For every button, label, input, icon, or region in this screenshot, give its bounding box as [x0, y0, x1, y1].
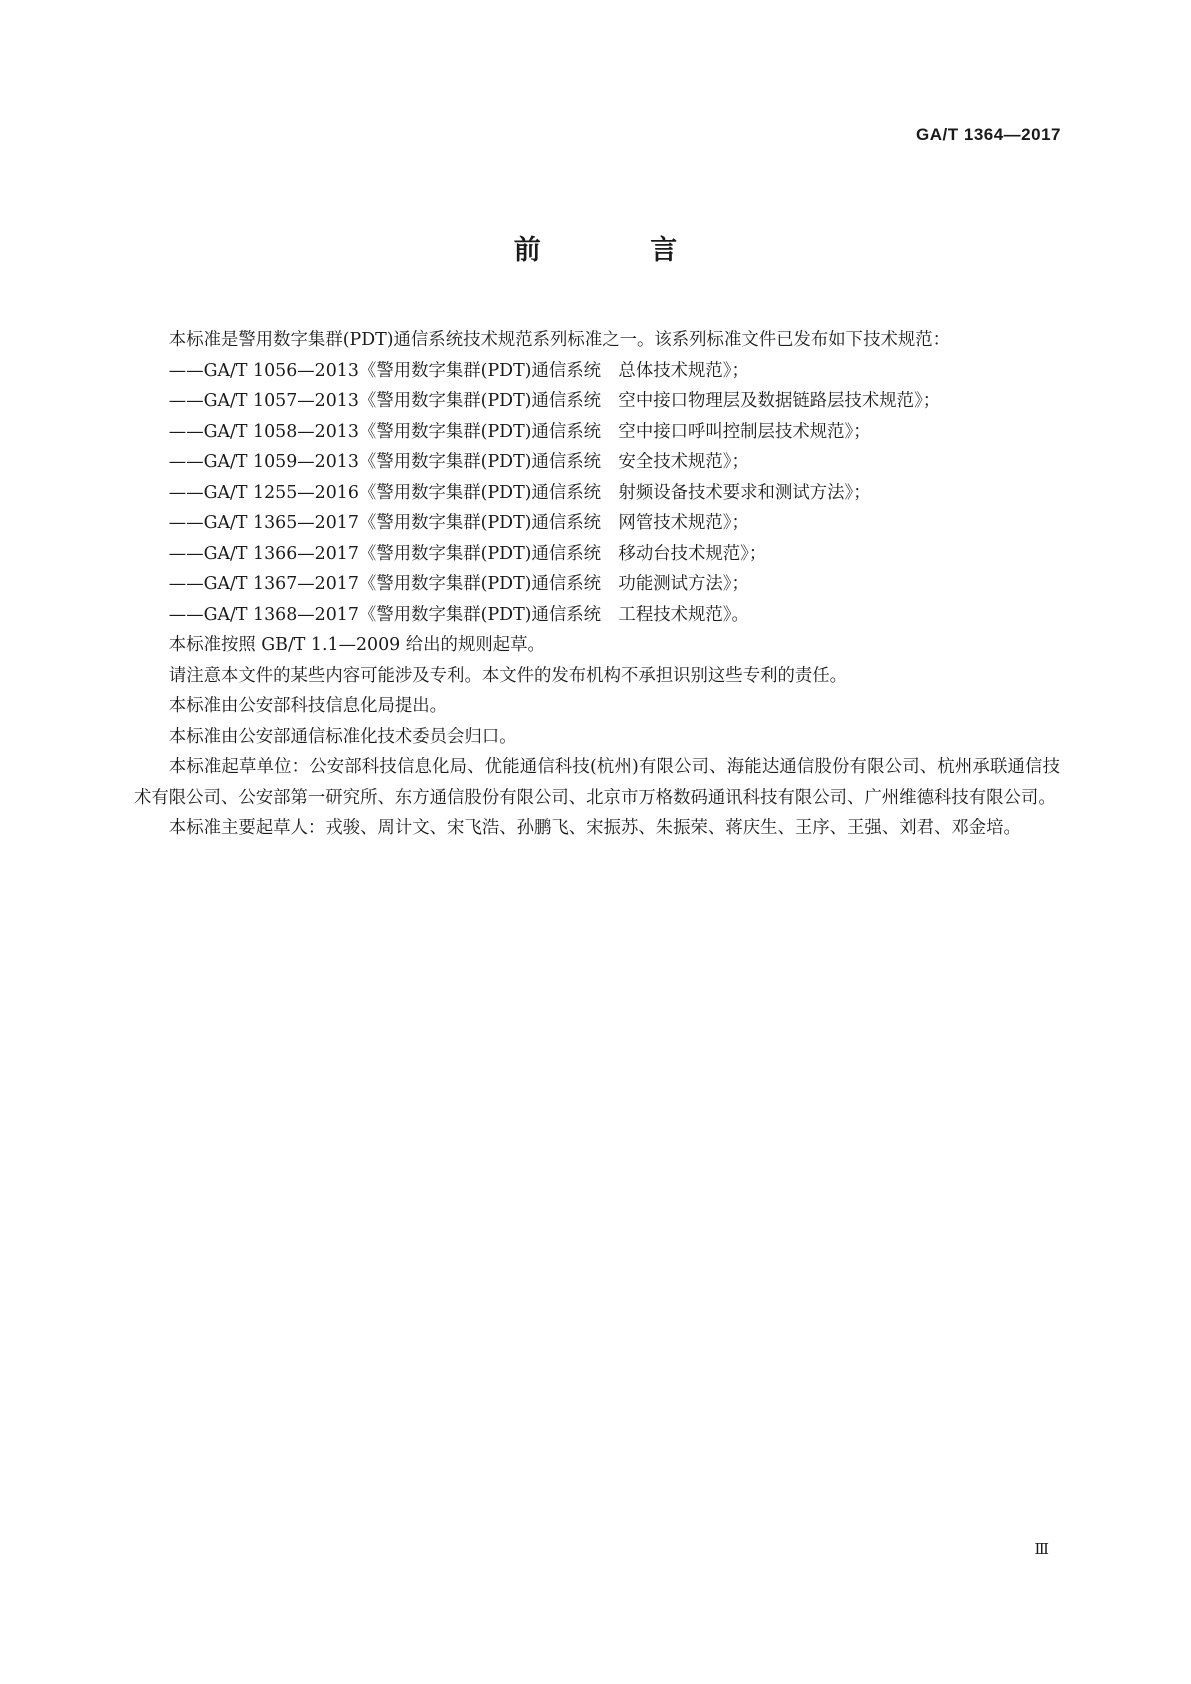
list-item: ——GA/T 1365—2017《警用数字集群(PDT)通信系统 网管技术规范》； [168, 513, 749, 533]
list-item: ——GA/T 1367—2017《警用数字集群(PDT)通信系统 功能测试方法》； [168, 574, 749, 594]
patent-notice-paragraph: 请注意本文件的某些内容可能涉及专利。本文件的发布机构不承担识别这些专利的责任。 [168, 665, 848, 686]
list-item: ——GA/T 1058—2013《警用数字集群(PDT)通信系统 空中接口呼叫控制层技术规范》； [168, 421, 871, 442]
drafting-rules-paragraph: 本标准按照 GB/T 1.1—2009 给出的规则起草。 [168, 635, 545, 655]
list-item: ——GA/T 1056—2013《警用数字集群(PDT)通信系统 总体技术规范》； [168, 360, 749, 381]
intro-paragraph: 本标准是警用数字集群(PDT)通信系统技术规范系列标准之一。该系列标准文件已发布如下技术规范： [168, 330, 951, 350]
page-number: Ⅲ [1034, 1540, 1049, 1558]
proposer-paragraph: 本标准由公安部科技信息化局提出。 [168, 696, 448, 716]
drafters-paragraph: 本标准主要起草人：戎骏、周计文、宋飞浩、孙鹏飞、宋振苏、朱振荣、蒋庆生、王序、王强、刘君、邓金培。 [168, 818, 1021, 838]
list-item: ——GA/T 1059—2013《警用数字集群(PDT)通信系统 安全技术规范》； [168, 452, 749, 472]
page-title: 前 言 [513, 235, 728, 266]
list-item: ——GA/T 1368—2017《警用数字集群(PDT)通信系统 工程技术规范》。 [168, 604, 749, 625]
drafting-units-paragraph: 本标准起草单位：公安部科技信息化局、优能通信科技(杭州)有限公司、海能达通信股份有限公司、杭州承联通信技术有限公司、公安部第一研究所、东方通信股份有限公司、北京市万格数码通讯科技有限公司、广州维德科技有限公司。 [134, 757, 1060, 808]
standard-code: GA/T 1364—2017 [916, 125, 1061, 144]
committee-paragraph: 本标准由公安部通信标准化技术委员会归口。 [168, 726, 517, 747]
standards-list [134, 356, 1060, 631]
list-item: ——GA/T 1366—2017《警用数字集群(PDT)通信系统 移动台技术规范》； [168, 543, 767, 564]
document-body [134, 325, 1060, 844]
list-item: ——GA/T 1255—2016《警用数字集群(PDT)通信系统 射频设备技术要求和测试方法》； [168, 482, 871, 503]
list-item: ——GA/T 1057—2013《警用数字集群(PDT)通信系统 空中接口物理层及数据链路层技术规范》； [168, 391, 941, 411]
